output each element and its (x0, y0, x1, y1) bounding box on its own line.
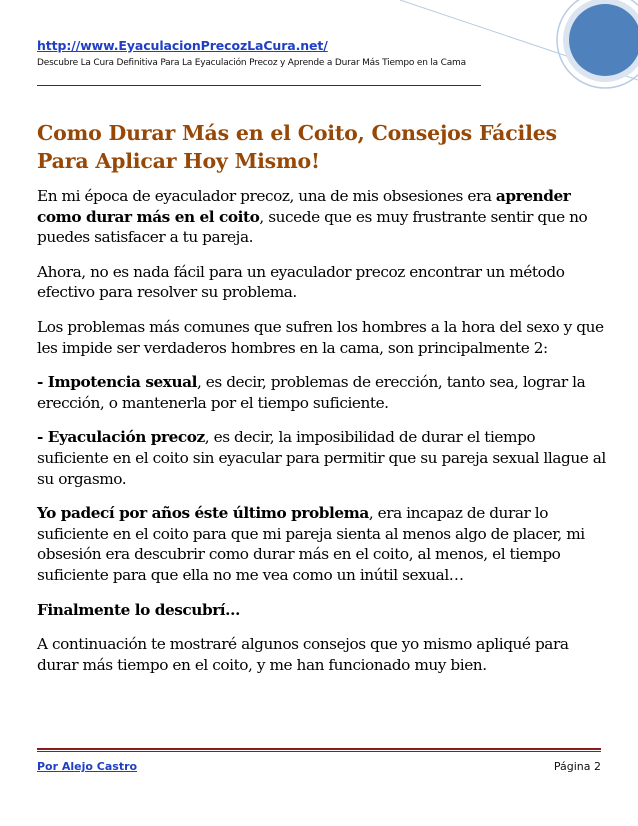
article-title: Como Durar Más en el Coito, Consejos Fáciles Para Aplicar Hoy Mismo! (37, 121, 557, 173)
article-body (37, 186, 609, 689)
paragraph-bold: - Impotencia sexual (37, 373, 197, 392)
header-url-link[interactable]: http://www.EyaculacionPrecozLaCura.net/ (37, 38, 328, 53)
paragraph-6 (37, 503, 609, 585)
footer-divider-thick (37, 748, 601, 750)
paragraph-2 (37, 262, 609, 303)
paragraph-bold: Yo padecí por años éste último problema (37, 504, 369, 523)
paragraph-text: Ahora, no es nada fácil para un eyaculador precoz encontrar un método efectivo para resolver su problema. (37, 262, 565, 302)
paragraph-bold: - Eyaculación precoz (37, 428, 205, 447)
paragraph-3 (37, 317, 609, 358)
paragraph-text: , sucede que es muy frustrante sentir que no puedes satisfacer a tu pareja. (37, 207, 588, 247)
paragraph-8 (37, 634, 609, 675)
paragraph-text: A continuación te mostraré algunos consejos que yo mismo apliqué para durar más tiempo en el coito, y me han funcionado muy bien. (37, 635, 569, 674)
paragraph-bold: aprender como durar más en el coito (37, 187, 571, 226)
footer-divider-thin (37, 751, 601, 752)
header-divider (37, 85, 481, 86)
decoration-inner-circle (569, 4, 638, 76)
footer-page-number: Página 2 (553, 760, 601, 773)
paragraph-text: Los problemas más comunes que sufren los hombres a la hora del sexo y que les impide ser verdaderos hombres en la cama, son principalmente 2: (37, 317, 604, 357)
paragraph-7 (37, 600, 609, 621)
paragraph-text: , era incapaz de durar lo suficiente en el coito para que mi pareja sienta al menos algo de placer, mi obsesión era descubrir como durar más en el coito, al menos, el tiempo suficiente para que ella no me vea como un inútil sexual… (37, 504, 585, 584)
paragraph-text: , es decir, problemas de erección, tanto sea, lograr la erección, o mantenerla por el tiempo suficiente. (37, 373, 586, 412)
paragraph-4 (37, 372, 609, 413)
footer-author-link[interactable]: Por Alejo Castro (37, 760, 138, 773)
paragraph-text: En mi época de eyaculador precoz, una de mis obsesiones era (37, 187, 496, 205)
paragraph-bold: Finalmente lo descubrí… (37, 600, 241, 619)
paragraph-5 (37, 427, 609, 489)
paragraph-1 (37, 186, 609, 248)
header-subtitle: Descubre La Cura Definitiva Para La Eyaculación Precoz y Aprende a Durar Más Tiempo en la Cama (37, 58, 466, 68)
paragraph-text: , es decir, la imposibilidad de durar el tiempo suficiente en el coito sin eyacular para permitir que su pareja sexual llague al su orgasmo. (37, 428, 606, 488)
page-header (37, 38, 477, 70)
